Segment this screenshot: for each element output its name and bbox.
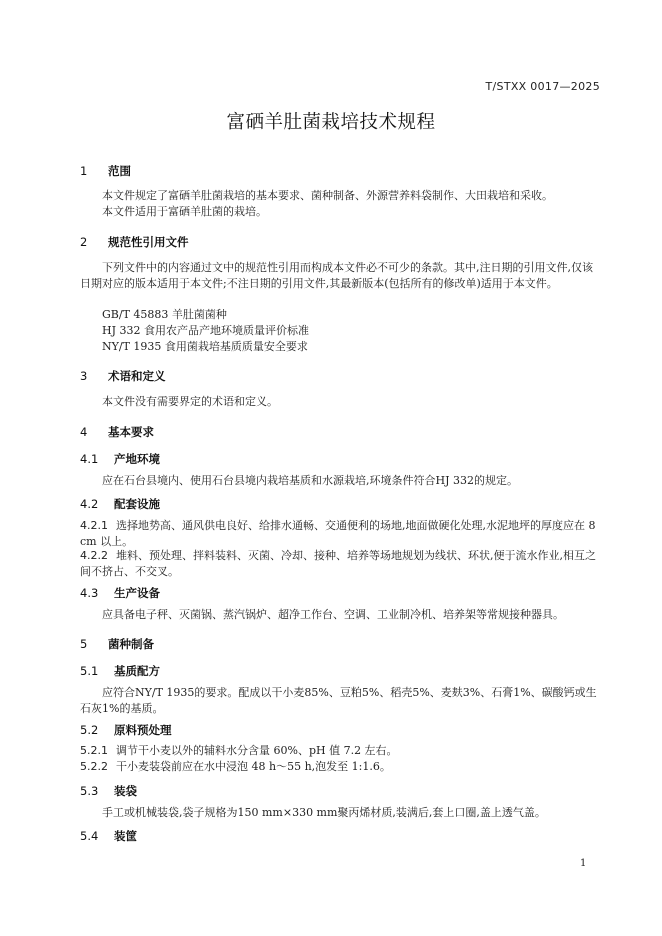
subsection-heading-4-2 [80,496,160,512]
section-heading-5 [80,636,154,652]
numbered-paragraph [80,518,602,550]
section-heading-1 [80,163,131,179]
subsection-heading-4-1 [80,451,160,467]
subsection-heading-5-3 [80,783,137,799]
section-title: 产地环境 [114,452,160,466]
section-number: 3 [80,369,88,383]
paragraph: 本文件规定了富硒羊肚菌栽培的基本要求、菌种制备、外源营养料袋制作、大田栽培和采收。 [102,189,553,202]
subsection-heading-5-1 [80,663,160,679]
paragraph: 下列文件中的内容通过文中的规范性引用而构成本文件必不可少的条款。其中,注日期的引用文件,仅该日期对应的版本适用于本文件;不注日期的引用文件,其最新版本(包括所有的修改单)适用于本文件。 [80,261,593,290]
document-title: 富硒羊肚菌栽培技术规程 [226,112,436,133]
section-number: 5.2 [80,723,99,737]
section-heading-3 [80,368,166,384]
section-number: 5.3 [80,784,99,798]
section-title: 装筐 [114,829,137,843]
section-title: 范围 [108,164,131,178]
clause-text: 干小麦装袋前应在水中浸泡 48 h～55 h,泡发至 1:1.6。 [116,760,391,773]
clause-text: 堆料、预处理、拌料装料、灭菌、冷却、接种、培养等场地规划为线状、环状,便于流水作业,相互之间不挤占、不交叉。 [80,549,596,578]
section-number: 5 [80,637,88,651]
paragraph: 应在石台县境内、使用石台县境内栽培基质和水源栽培,环境条件符合HJ 332的规定。 [102,474,518,487]
paragraph: 手工或机械装袋,袋子规格为150 mm×330 mm聚丙烯材质,装满后,套上口圈,盖上透气盖。 [102,806,546,819]
section-title: 配套设施 [114,497,160,511]
section-number: 5.1 [80,664,99,678]
numbered-paragraph [80,548,602,580]
clause-number: 5.2.2 [80,760,108,773]
section-title: 菌种制备 [108,637,154,651]
section-title: 术语和定义 [108,369,166,383]
section-title: 原料预处理 [114,723,172,737]
section-number: 4.1 [80,452,99,466]
reference-item: NY/T 1935 食用菌栽培基质质量安全要求 [102,340,308,353]
subsection-heading-5-2 [80,722,172,738]
subsection-heading-5-4 [80,828,137,844]
clause-number: 4.2.1 [80,519,108,532]
paragraph: 本文件没有需要界定的术语和定义。 [102,395,278,408]
section-title: 装袋 [114,784,137,798]
numbered-paragraph [80,759,602,775]
paragraph: 本文件适用于富硒羊肚菌的栽培。 [102,205,267,218]
clause-number: 5.2.1 [80,744,108,757]
section-heading-4 [80,424,154,440]
clause-text: 选择地势高、通风供电良好、给排水通畅、交通便利的场地,地面做硬化处理,水泥地坪的厚度应在 8 cm 以上。 [80,519,596,548]
clause-text: 调节干小麦以外的辅料水分含量 60%、pH 值 7.2 左右。 [116,744,398,757]
paragraph: 应具备电子秤、灭菌锅、蒸汽锅炉、超净工作台、空调、工业制冷机、培养架等常规接种器具。 [102,608,564,621]
paragraph: 应符合NY/T 1935的要求。配成以干小麦85%、豆粕5%、稻壳5%、麦麸3%、石膏1%、碳酸钙或生石灰1%的基质。 [80,686,597,715]
section-number: 4.3 [80,586,99,600]
section-number: 4.2 [80,497,99,511]
section-number: 1 [80,164,88,178]
section-number: 5.4 [80,829,99,843]
subsection-heading-4-3 [80,585,160,601]
section-number: 4 [80,425,88,439]
section-title: 基本要求 [108,425,154,439]
section-title: 生产设备 [114,586,160,600]
section-heading-2 [80,234,189,250]
reference-item: HJ 332 食用农产品产地环境质量评价标准 [102,324,309,337]
clause-number: 4.2.2 [80,549,108,562]
page-number: 1 [580,858,587,869]
section-number: 2 [80,235,88,249]
section-title: 规范性引用文件 [108,235,189,249]
section-title: 基质配方 [114,664,160,678]
numbered-paragraph [80,743,602,759]
standard-code: T/STXX 0017—2025 [485,80,600,93]
reference-item: GB/T 45883 羊肚菌菌种 [102,308,227,321]
